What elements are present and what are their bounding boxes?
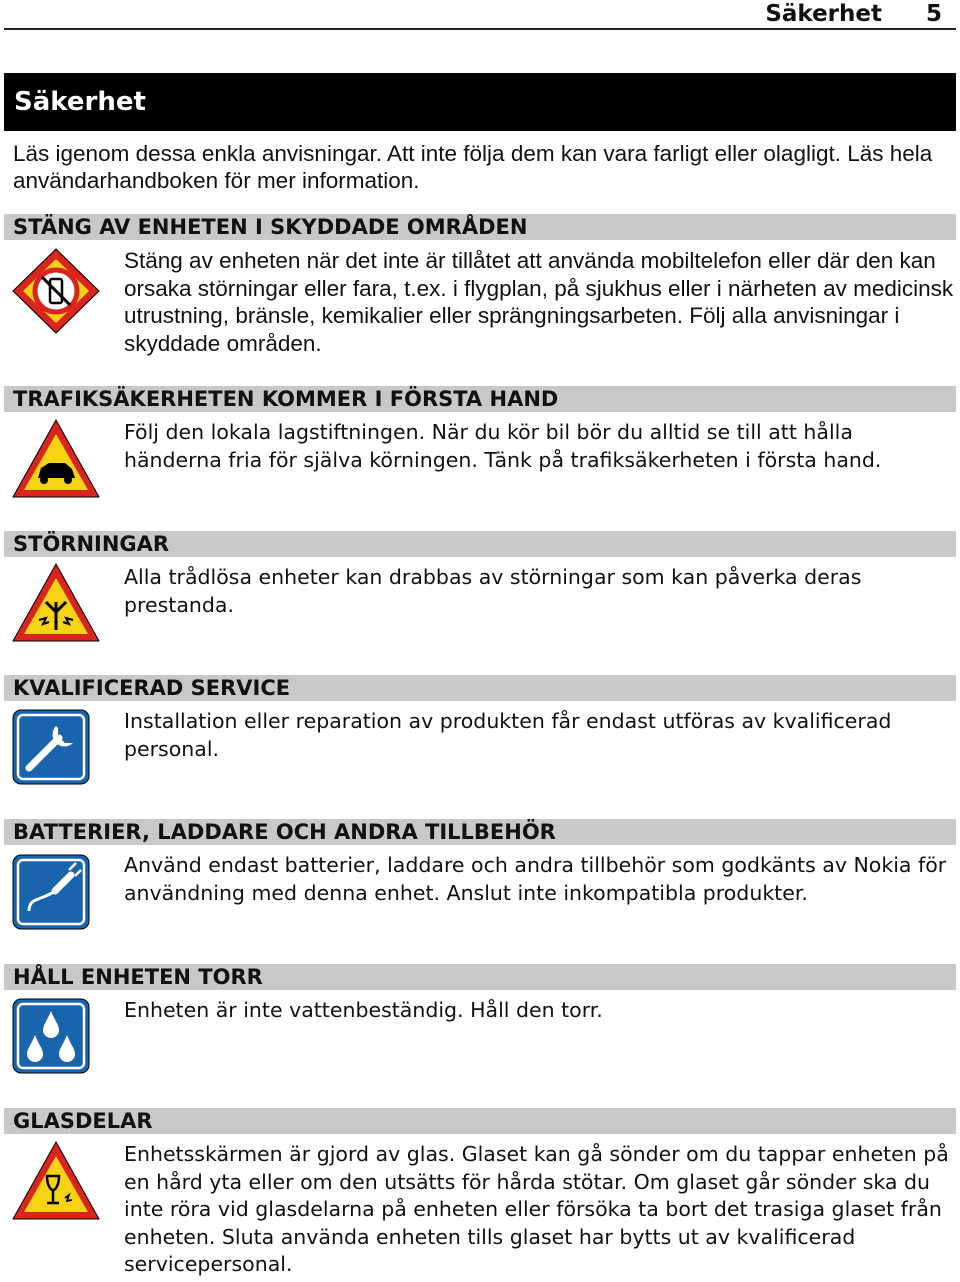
charger-plug-icon: [11, 853, 91, 931]
section-text: Följ den lokala lagstiftningen. När du kör bil bör du alltid se till att hålla händerna fria för själva körningen. Tänk på trafiksäkerheten i första hand.: [124, 420, 882, 472]
water-drops-icon: [11, 997, 91, 1075]
section-interference: [4, 531, 956, 617]
page-title: Säkerhet: [14, 87, 146, 117]
section-glass-parts: [4, 1108, 956, 1276]
section-text: Alla trådlösa enheter kan drabbas av störningar som kan påverka deras prestanda.: [124, 565, 862, 617]
section-qualified-service: [4, 675, 956, 761]
section-heading: KVALIFICERAD SERVICE: [4, 675, 956, 701]
section-protected-areas: [4, 214, 956, 356]
section-keep-dry: [4, 964, 956, 1022]
section-heading: HÅLL ENHETEN TORR: [4, 964, 956, 990]
section-heading: GLASDELAR: [4, 1108, 956, 1134]
wrench-icon: [11, 708, 91, 786]
section-text: Enheten är inte vattenbeständig. Håll den torr.: [124, 998, 603, 1022]
section-traffic-safety: [4, 386, 956, 472]
section-heading: STÄNG AV ENHETEN I SKYDDADE OMRÅDEN: [4, 214, 956, 240]
page-header: [4, 0, 956, 30]
page-number: 5: [925, 1, 942, 27]
section-text: Använd endast batterier, laddare och andra tillbehör som godkänts av Nokia för användning med denna enhet. Anslut inte inkompatibla produkter.: [124, 853, 947, 905]
section-heading: TRAFIKSÄKERHETEN KOMMER I FÖRSTA HAND: [4, 386, 956, 412]
header-title: Säkerhet: [765, 1, 882, 27]
section-accessories: [4, 819, 956, 905]
section-heading: BATTERIER, LADDARE OCH ANDRA TILLBEHÖR: [4, 819, 956, 845]
section-text: Installation eller reparation av produkten får endast utföras av kvalificerad personal.: [124, 709, 892, 761]
intro-text: Läs igenom dessa enkla anvisningar. Att inte följa dem kan vara farligt eller olagligt. Läs hela användarhandboken för mer information.: [13, 141, 933, 193]
broken-glass-warning-icon: [11, 1140, 101, 1222]
section-heading: STÖRNINGAR: [4, 531, 956, 557]
no-phone-warning-icon: [11, 246, 101, 336]
page-title-bar: [4, 73, 956, 131]
interference-warning-icon: [11, 562, 101, 644]
section-text: Stäng av enheten när det inte är tillåtet att använda mobiltelefon eller där den kan orsaka störningar eller fara, t.ex. i flygplan, på sjukhus eller i närheten av medicinsk utrustning, bränsle, kemikalier eller sprängningsarbeten. Följ alla anvisningar i skyddade områden.: [124, 248, 954, 356]
section-text: Enhetsskärmen är gjord av glas. Glaset kan gå sönder om du tappar enheten på en hård yta eller om den utsätts för hårda stötar. Om glaset går sönder ska du inte röra vid glasdelarna på enheten eller försöka ta bort det trasiga glaset från enheten. Sluta använda enheten tills glaset har bytts ut av kvalificerad servicepersonal.: [124, 1142, 949, 1276]
car-warning-icon: [11, 418, 101, 500]
